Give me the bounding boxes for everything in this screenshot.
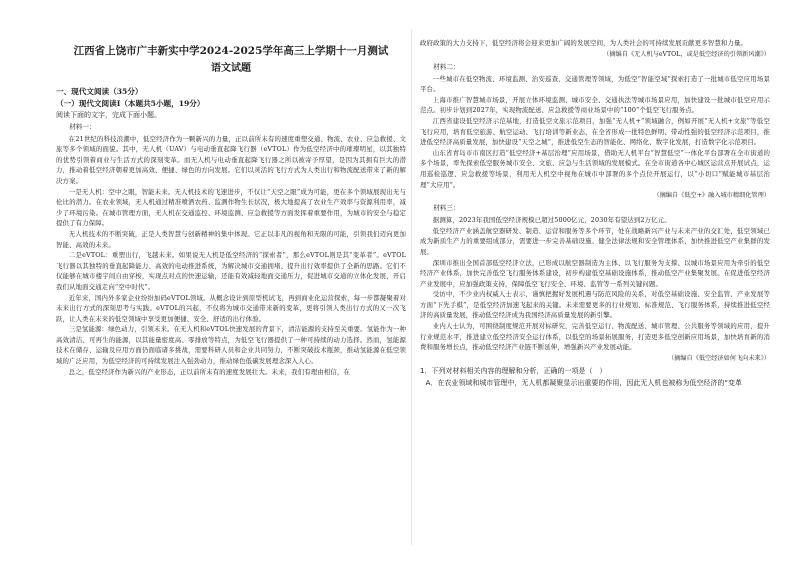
- m2-paragraph-1: 一些城市在低空物流、环境监测、治安巡查、交通管理等领域，为低空“智能空域”探索打造了一批城市低空应用场景平台。: [420, 74, 770, 94]
- paragraph-continued: 政府政策的大力支持下，低空经济将会迎来更加广阔的发展空间，为人类社会的可持续发展贡献更多智慧和力量。: [420, 39, 748, 47]
- source-citation-1: （摘编自《无人机与eVTOL，或是低空经济的引领新风潮》）: [603, 50, 770, 58]
- m2-paragraph-4: 山东省青岛市市南区打造“低空经济+基层治理”应用场景，借助无人机平台“智慧低空”一体化平台部署在全市街道的多个场景，率先探索低空服务城市安全、文旅、应急与生活领域的发展模式。在全市街道各中心城区运营点开展试点，运用巡检巡逻、应急救援等场景，利用无人机空中视角在城市中部署的多个点位开展运行，以“小切口”赋能城市基层治理“大应用”。: [420, 148, 770, 189]
- m3-paragraph-4: 受访中，不少业内权威人士表示，谨慎把握好发展机遇与防范风险的关系，对低空基础设施、安全监管、产业发展等方面“下先手棋”，是低空经济加速飞起来的关键。未来需要更多的行业规划、标准规范、飞行服务体系，持续推进低空经济的高质量发展，推动低空经济成为我国经济高质量发展的新引擎。: [420, 290, 770, 320]
- material-3-label: 材料三：: [433, 204, 460, 213]
- source-citation-3: （摘编自《低空经济如何飞向未来》）: [667, 354, 770, 362]
- paragraph-1: 在21世纪的科技浪潮中，低空经济作为一颗新兴的力量，正以前所未有的速度重塑交通、物流、农业、应急救援、文旅等多个领域的面貌。其中，无人机（UAV）与电动垂直起降飞行器（eVTOL）作为低空经济中的璀璨明星，以其独特的优势引领着商业与生活方式的深刻变革。而无人机与电动垂直起降飞行器之所以被寄予厚望，是因为其拥有巨大的潜力，推动着低空经济朝着更加高效、便捷、绿色的方向发展。它们以灵活的飞行方式为人类出行和物流配送带来了新的解决方案。: [56, 134, 406, 185]
- right-column: [420, 38, 770, 389]
- paragraph-7: 总之，低空经济作为新兴的产业形态，正以前所未有的速度发展壮大。未来，我们有理由相信，在: [68, 367, 351, 376]
- m2-paragraph-2: 上海市推广智慧城市场景，开展立体环境监测、城市安全、交通执法等城市场景应用，加快建设一批城市低空应用示范点。初步计划到2027年，实现物流配送、应急救援等商业场景中的“100”个低空飞行服务点。: [420, 95, 770, 115]
- paragraph-2: 一是无人机：空中之眼，智能未来。无人机技术的飞速进步，不仅让“天空之眼”成为可能，更在多个领域展现出无与伦比的潜力。在农业领域，无人机通过精准喷洒农药、监测作物生长状况，极大地提高了农业生产效率与资源利用率，减少了环境污染。在城市管理方面，无人机在交通监控、环境监测、应急救援等方面发挥着重要作用，为城市的安全与稳定提供了有力保障。: [56, 187, 406, 228]
- subsection-heading: （一）现代文阅读Ⅰ（本题共5小题，19分）: [56, 99, 205, 108]
- exam-subtitle: 语文试题: [211, 63, 251, 74]
- section-heading: 一、现代文阅读（35分）: [56, 87, 143, 96]
- left-column: [56, 40, 406, 377]
- question-1-stem: 1．下列对材料相关内容的理解和分析，正确的一项是（ ）: [420, 366, 607, 375]
- material-2-label: 材料二：: [433, 62, 460, 71]
- source-citation-2: （摘编自《低空+》融入城市精细化管理）: [653, 192, 770, 200]
- instruction-text: 阅读下面的文字，完成下面小题。: [56, 111, 161, 119]
- paragraph-5: 近年来，国内外多家企业纷纷加码eVTOL领域。从概念设计到原型机试飞，再到商业化运营探索，每一步都凝聚着对未来出行方式的深刻思考与实践。eVTOL的兴起，不仅将为城市交通带来新的变革，更将引领人类出行方式的又一次飞跃，让人类在未来的低空领域中享受更加便捷、安全、舒适的出行体验。: [56, 293, 406, 323]
- paragraph-4: 二是eVTOL：重塑出行，飞越未来。如果说无人机是低空经济的“探索者”，那么eVTOL则是其“变革者”。eVTOL飞行器以其独特的垂直起降能力、高效的电动推进系统，为解决城市交通拥堵、提升出行效率提供了全新的思路。它们不仅能够在城市楼宇间自由穿梭，实现点对点的快速运输，还能有效减轻地面交通压力，促进城市交通的立体化发展，开启我们从地面交通走向“空中时代”。: [56, 251, 406, 291]
- paragraph-6: 三是氢能源：绿色动力，引领未来。在无人机和eVTOL快速发展的背景下，清洁能源的支持至关重要。氢能作为一种高效清洁、可再生的能源，以其能量密度高、零排放等特点，为低空飞行器提供了一种可持续的动力选择。然而，氢能源技术在储存、运输及应用方面仍面临诸多挑战，需要科研人员和企业共同努力，不断突破技术瓶颈，推动氢能源在低空领域的广泛应用，为低空经济的可持续发展注入强劲动力，推动绿色低碳发展理念深入人心。: [56, 325, 406, 366]
- exam-title: 江西省上饶市广丰新实中学2024-2025学年高三上学期十一月测试: [73, 45, 389, 57]
- m3-paragraph-2: 低空经济产业涵盖航空器研发、制造、运营和服务等多个环节，处在战略新兴产业与未来产业的交汇处，低空领域已成为新质生产力的重要组成部分，需要进一步完善基础设施、健全法律法规和安全管理体系，加快推进低空产业集群的发展。: [420, 226, 770, 256]
- paragraph-3: 无人机技术的不断突破，正是人类智慧与创新精神的集中体现。它正以非凡的视角和无限的可能，引领我们迈向更加智能、高效的未来。: [56, 229, 406, 249]
- question-1-option-a: A．在农业领域和城市管理中，无人机都凝聚显示出重要的作用，因此无人机也被称为低空经济的“变革: [425, 378, 743, 387]
- material-label: 材料一：: [69, 122, 96, 131]
- m2-paragraph-3: 江西省建设低空经济示范基地，打造低空文旅示范项目，加强“无人机+”领域融合，例如开展“无人机+文旅”等低空飞行应用，培育低空旅游、航空运动、飞行培训等新业态，在全省形成一批特色鲜明、带动性强的低空经济示范项目，推进低空经济高质量发展，加快建设“天空之城”，推进低空生态的智能化、网络化、数字化发展，打造数字化示范项目。: [420, 116, 770, 147]
- m3-paragraph-5: 业内人士认为，可围绕制度规范开展对标研究，完善低空运行、物流配送、城市管理、公共服务等领域的应用，提升行业规范水平，推进建立低空经济安全运行体系，以低空的场景拓展服务，打造更多低空创新应用场景，加快培育新的消费和服务增长点，推动低空经济产业链不断延伸，增强新兴产业发展动能。: [420, 322, 770, 352]
- m3-paragraph-3: 深圳市推出全国首部低空经济立法，已形成以航空器制造为主体、以飞行服务为支撑、以城市场景应用为牵引的低空经济产业体系，加快完善低空飞行服务体系建设，初步构建低空基础设施体系，推动低空产业集聚发展。在促进低空经济产业发展中，应加强政策支持，保障低空飞行安全、环境、监管等一系列关键问题。: [420, 258, 770, 288]
- column-divider: [411, 30, 412, 545]
- m3-paragraph-1: 据测算，2023年我国低空经济规模已超过5000亿元，2030年有望达到2万亿元。: [432, 216, 671, 225]
